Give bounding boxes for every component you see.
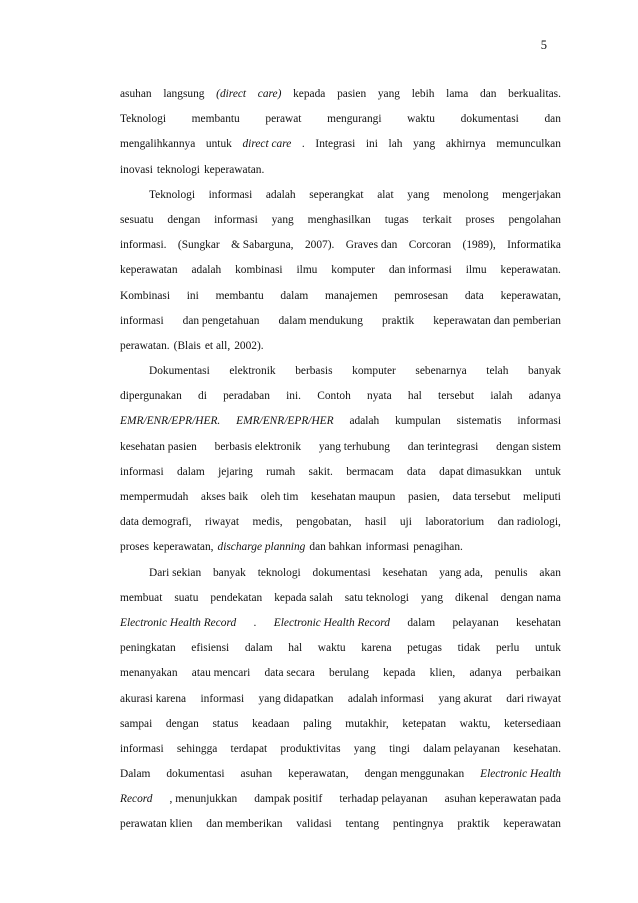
word: dan [544, 113, 561, 126]
word: keadaan [252, 717, 290, 730]
word: pasien, [407, 491, 440, 503]
word: Dalam [120, 768, 151, 781]
word: laboratorium [425, 516, 485, 529]
page-number: 5 [540, 38, 547, 52]
text-line [120, 82, 561, 107]
word: menanyakan [120, 667, 178, 680]
word: ini. [286, 390, 302, 403]
word: adanya [528, 390, 561, 403]
word: dengan [165, 717, 199, 730]
word: banyak [528, 365, 561, 378]
word: mempermudah [120, 491, 189, 503]
word: dokumentasi [312, 566, 371, 579]
word: dokumentasi [166, 768, 225, 781]
word: Corcoran [408, 239, 452, 252]
word: yang didapatkan [258, 692, 334, 705]
word: sehingga [176, 742, 218, 755]
text-line [120, 687, 561, 712]
word: waktu [317, 642, 346, 655]
text-line [120, 586, 561, 611]
word: yang [420, 591, 444, 604]
text-line [120, 737, 561, 762]
text-line [120, 812, 561, 837]
text-line [120, 535, 561, 560]
word: terhadap pelayanan [339, 793, 428, 806]
word: kesehatan maupun [310, 491, 396, 503]
word: dengan nama [500, 591, 561, 604]
word: satu teknologi [344, 591, 409, 604]
text-line [120, 158, 561, 183]
text-line [120, 208, 561, 233]
word: rumah [266, 465, 296, 478]
word: waktu, [459, 717, 491, 730]
word: efisiensi [191, 642, 230, 655]
word: dan bahkan [309, 541, 362, 554]
word: dampak positif [254, 793, 323, 806]
word: komputer [331, 264, 375, 277]
word: yang terhubung [318, 440, 390, 453]
word: banyak [212, 566, 246, 579]
word: ilmu [296, 264, 318, 277]
word: informasi [208, 188, 253, 201]
word: pentingnya [392, 818, 444, 831]
word: perawat [265, 113, 302, 126]
word: dan pengetahuan [182, 314, 260, 327]
word: keperawatan dan pemberian [433, 314, 561, 327]
italic-term: care) [257, 88, 282, 100]
word: sistematis [456, 415, 502, 428]
word: untuk [205, 138, 232, 151]
word: membantu [215, 289, 264, 302]
word: mengerjakan [502, 188, 561, 201]
word: pendekatan [210, 591, 263, 604]
word: peradaban [223, 390, 270, 403]
word: kesehatan. [513, 742, 561, 755]
word: dokumentasi [460, 113, 519, 126]
word: dalam [407, 616, 436, 629]
word: Teknologi [149, 188, 196, 201]
word: 2002). [234, 339, 264, 352]
word: penulis [494, 566, 528, 579]
word: yang ada, [439, 566, 483, 579]
word: hal [407, 390, 422, 403]
word: medis, [252, 516, 283, 529]
word: dan memberikan [206, 818, 283, 831]
word: keperawatan [120, 264, 178, 277]
word: keperawatan, [500, 289, 561, 302]
word: kesehatan [382, 566, 428, 579]
italic-term: Record [120, 793, 153, 806]
word: . [253, 616, 257, 629]
word: teknologi [156, 163, 200, 176]
text-line [120, 510, 561, 535]
word: hal [288, 642, 303, 655]
word: keperawatan, [153, 541, 214, 554]
word: Kombinasi [120, 289, 170, 302]
word: elektronik [229, 365, 276, 378]
word: yang [413, 138, 436, 151]
word: paling [303, 717, 332, 730]
word: karena [361, 642, 392, 655]
text-line [120, 661, 561, 686]
word: informasi [120, 465, 164, 478]
word: dikenal [455, 591, 489, 604]
word: akhirnya [445, 138, 486, 151]
word: telah [486, 365, 509, 378]
word: & Sabarguna, [231, 239, 294, 252]
text-line [120, 712, 561, 737]
text-line [120, 258, 561, 283]
word: dan radiologi, [497, 516, 561, 529]
word: dan [480, 88, 497, 100]
word: inovasi [120, 163, 153, 176]
word: Integrasi [315, 138, 356, 151]
word: dalam mendukung [278, 314, 363, 327]
word: yang [407, 188, 430, 201]
word: Contoh [317, 390, 351, 403]
word: meliputi [522, 491, 561, 503]
word: yang [353, 742, 376, 755]
italic-term: EMR/ENR/EPR/HER [236, 415, 334, 428]
text-line [120, 384, 561, 409]
word: perlu [495, 642, 520, 655]
word: informasi [214, 213, 258, 226]
word: dengan menggunakan [364, 768, 465, 781]
word: tingi [389, 742, 410, 755]
text-line [120, 107, 561, 132]
word: dengan [167, 213, 201, 226]
word: hasil [364, 516, 387, 529]
italic-term: Electronic Health [480, 768, 561, 781]
text-line [120, 359, 561, 384]
word: pemrosesan [394, 289, 449, 302]
italic-term: (direct [216, 88, 247, 100]
text-line [120, 762, 561, 787]
word: jejaring [218, 465, 253, 478]
text-line [120, 435, 561, 460]
word: riwayat [204, 516, 240, 529]
word: sakit. [308, 465, 333, 478]
word: dan terintegrasi [407, 440, 479, 453]
text-line [120, 561, 561, 586]
word: langsung [163, 88, 205, 100]
italic-term: direct care [242, 138, 292, 151]
word: petugas [407, 642, 442, 655]
word: informasi [365, 541, 410, 554]
word: adanya [469, 667, 502, 680]
word: terkait [422, 213, 452, 226]
word: kesehatan [516, 616, 561, 629]
word: asuhan keperawatan pada [444, 793, 561, 806]
body-text [120, 82, 561, 838]
word: pengolahan [508, 213, 561, 226]
word: informasi [517, 415, 561, 428]
word: ilmu [465, 264, 487, 277]
word: ialah [490, 390, 513, 403]
word: asuhan [120, 88, 152, 100]
word: Teknologi [120, 113, 167, 126]
word: keperawatan. [203, 163, 265, 176]
word: akses baik [200, 491, 249, 503]
word: tentang [345, 818, 380, 831]
text-line [120, 485, 561, 510]
word: (1989), [462, 239, 496, 252]
word: berkualitas. [508, 88, 561, 100]
word: dapat dimasukkan [439, 465, 522, 478]
word: klien, [429, 667, 456, 680]
word: kepada salah [274, 591, 333, 604]
word: atau mencari [191, 667, 251, 680]
text-line [120, 787, 561, 812]
word: dari riwayat [506, 692, 561, 705]
word: nyata [367, 390, 392, 403]
word: alat [377, 188, 394, 201]
word: sesuatu [120, 213, 154, 226]
word: tugas [384, 213, 409, 226]
word: informasi [120, 314, 164, 327]
italic-term: discharge planning [217, 541, 306, 554]
word: waktu [407, 113, 435, 126]
text-line [120, 409, 561, 434]
word: menghasilkan [307, 213, 371, 226]
word: data demografi, [120, 516, 192, 529]
word: untuk [535, 465, 561, 478]
text-line [120, 284, 561, 309]
word: status [212, 717, 239, 730]
word: tidak [457, 642, 481, 655]
word: akan [539, 566, 561, 579]
word: asuhan [240, 768, 273, 781]
word: membantu [191, 113, 240, 126]
word: pelayanan [452, 616, 499, 629]
word: dalam [176, 465, 205, 478]
word: akurasi karena [120, 692, 187, 705]
word: informasi [200, 692, 245, 705]
word: oleh tim [260, 491, 299, 503]
word: 2007). [304, 239, 335, 252]
word: dipergunakan [120, 390, 182, 403]
word: kepada [293, 88, 326, 100]
word: Informatika [507, 239, 561, 252]
word: membuat [120, 591, 163, 604]
word: mengurangi [327, 113, 382, 126]
word: Graves dan [345, 239, 398, 252]
word: validasi [296, 818, 332, 831]
word: (Sungkar [177, 239, 220, 252]
word: di [198, 390, 207, 403]
word: yang akurat [438, 692, 492, 705]
word: praktik [381, 314, 415, 327]
word: lebih [411, 88, 435, 100]
word: komputer [352, 365, 396, 378]
text-line [120, 636, 561, 661]
word: terdapat [230, 742, 268, 755]
word: berbasis elektronik [214, 440, 302, 453]
word: teknologi [257, 566, 301, 579]
word: adalah informasi [347, 692, 425, 705]
word: (Blais [173, 339, 201, 352]
word: kombinasi [235, 264, 283, 277]
word: proses [465, 213, 495, 226]
word: pasien [337, 88, 367, 100]
word: dalam [244, 642, 273, 655]
word: informasi. [120, 239, 167, 252]
word: keperawatan [503, 818, 561, 831]
word: memunculkan [496, 138, 561, 151]
text-line [120, 460, 561, 485]
text-line [120, 334, 561, 359]
word: menolong [443, 188, 489, 201]
word: kumpulan [395, 415, 441, 428]
word: kepada [383, 667, 416, 680]
word: informasi [120, 742, 164, 755]
word: manajemen [325, 289, 378, 302]
word: adalah [191, 264, 222, 277]
word: keperawatan. [500, 264, 561, 277]
text-line [120, 233, 561, 258]
word: lah [388, 138, 403, 151]
word: pengobatan, [296, 516, 352, 529]
word: dan informasi [388, 264, 452, 277]
word: praktik [457, 818, 490, 831]
word: yang [271, 213, 294, 226]
word: untuk [534, 642, 561, 655]
word: tersebut [438, 390, 475, 403]
word: Dari sekian [149, 566, 202, 579]
word: mutakhir, [345, 717, 389, 730]
word: peningkatan [120, 642, 176, 655]
word: mengalihkannya [120, 138, 196, 151]
word: uji [399, 516, 412, 529]
word: kesehatan pasien [120, 440, 197, 453]
word: data secara [264, 667, 315, 680]
word: et all, [204, 339, 231, 352]
italic-term: Electronic Health Record [120, 616, 237, 629]
text-line [120, 611, 561, 636]
text-line [120, 132, 561, 157]
word: . [301, 138, 305, 151]
word: data [406, 465, 426, 478]
word: ini [186, 289, 199, 302]
word: data tersebut [452, 491, 511, 503]
word: sebenarnya [415, 365, 467, 378]
word: ketepatan [402, 717, 447, 730]
word: proses [120, 541, 150, 554]
word: perbaikan [516, 667, 561, 680]
word: data [464, 289, 484, 302]
word: keperawatan, [288, 768, 349, 781]
word: dalam [280, 289, 309, 302]
word: dalam pelayanan [423, 742, 500, 755]
word: Dokumentasi [149, 365, 210, 378]
italic-term: Electronic Health Record [273, 616, 390, 629]
italic-term: EMR/ENR/EPR/HER. [120, 415, 221, 428]
word: dengan sistem [496, 440, 561, 453]
word: sampai [120, 717, 153, 730]
word: bermacam [346, 465, 394, 478]
word: adalah [349, 415, 380, 428]
text-line [120, 309, 561, 334]
word: penagihan. [413, 541, 463, 554]
word: , menunjukkan [169, 793, 238, 806]
word: seperangkat [309, 188, 364, 201]
word: berbasis [295, 365, 333, 378]
word: berulang [329, 667, 369, 680]
word: ketersediaan [504, 717, 561, 730]
word: perawatan klien [120, 818, 193, 831]
word: ini [365, 138, 378, 151]
word: produktivitas [280, 742, 341, 755]
word: perawatan. [120, 339, 170, 352]
word: lama [446, 88, 469, 100]
word: yang [377, 88, 401, 100]
word: adalah [265, 188, 296, 201]
word: suatu [174, 591, 199, 604]
text-line [120, 183, 561, 208]
